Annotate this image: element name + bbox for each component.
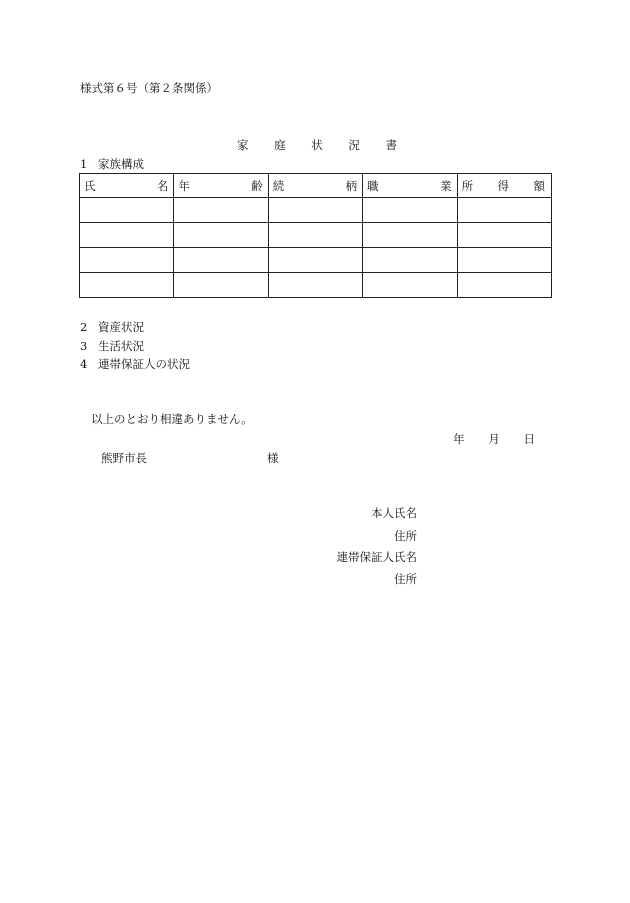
table-cell[interactable] xyxy=(268,248,362,273)
table-cell[interactable] xyxy=(174,223,268,248)
section-label: 家族構成 xyxy=(98,157,144,171)
applicant-address-label: 住所 xyxy=(394,529,417,543)
header-relationship: 続 柄 xyxy=(268,174,362,198)
form-number: 様式第６号（第２条関係） xyxy=(80,81,218,95)
table-cell[interactable] xyxy=(80,198,174,223)
applicant-name-label: 本人氏名 xyxy=(371,506,417,520)
date-line xyxy=(453,432,535,446)
section-number: 3 xyxy=(80,339,88,353)
table-cell[interactable] xyxy=(174,248,268,273)
section-number: 4 xyxy=(80,357,88,371)
table-cell[interactable] xyxy=(80,273,174,298)
table-row xyxy=(80,198,552,223)
table-cell[interactable] xyxy=(363,198,457,223)
table-row xyxy=(80,248,552,273)
guarantor-address-label: 住所 xyxy=(394,572,417,586)
title-char: 書 xyxy=(385,138,397,152)
section-label: 資産状況 xyxy=(98,320,144,334)
table-cell[interactable] xyxy=(268,223,362,248)
guarantor-name-label: 連帯保証人氏名 xyxy=(336,550,417,564)
table-cell[interactable] xyxy=(457,273,551,298)
date-year: 年 xyxy=(453,432,465,446)
section-label: 生活状況 xyxy=(98,339,144,353)
table-cell[interactable] xyxy=(363,223,457,248)
title-char: 庭 xyxy=(274,138,286,152)
table-cell[interactable] xyxy=(363,248,457,273)
title-char: 状 xyxy=(311,138,323,152)
header-occupation: 職 業 xyxy=(363,174,457,198)
table-cell[interactable] xyxy=(268,273,362,298)
table-cell[interactable] xyxy=(174,273,268,298)
section-assets xyxy=(80,320,144,334)
section-number: 1 xyxy=(80,157,88,171)
family-table xyxy=(79,173,552,298)
section-guarantor xyxy=(80,357,190,371)
document-title xyxy=(237,138,397,152)
section-label: 連帯保証人の状況 xyxy=(98,357,190,371)
table-cell[interactable] xyxy=(363,273,457,298)
table-cell[interactable] xyxy=(457,198,551,223)
table-row xyxy=(80,223,552,248)
header-age: 年 齢 xyxy=(174,174,268,198)
date-day: 日 xyxy=(523,432,535,446)
header-income: 所 得 額 xyxy=(457,174,551,198)
table-cell[interactable] xyxy=(80,248,174,273)
table-cell[interactable] xyxy=(457,223,551,248)
section-family-composition xyxy=(80,157,144,171)
table-row xyxy=(80,273,552,298)
table-cell[interactable] xyxy=(457,248,551,273)
addressee-honorific: 様 xyxy=(267,451,279,465)
declaration-text: 以上のとおり相違ありません。 xyxy=(91,412,253,426)
table-cell[interactable] xyxy=(174,198,268,223)
addressee-name: 熊野市長 xyxy=(101,451,147,465)
title-char: 況 xyxy=(348,138,360,152)
family-table-header-row xyxy=(80,174,552,198)
table-cell[interactable] xyxy=(80,223,174,248)
title-char: 家 xyxy=(237,138,249,152)
date-month: 月 xyxy=(488,432,500,446)
section-number: 2 xyxy=(80,320,88,334)
section-living xyxy=(80,339,144,353)
table-cell[interactable] xyxy=(268,198,362,223)
header-name: 氏 名 xyxy=(80,174,174,198)
